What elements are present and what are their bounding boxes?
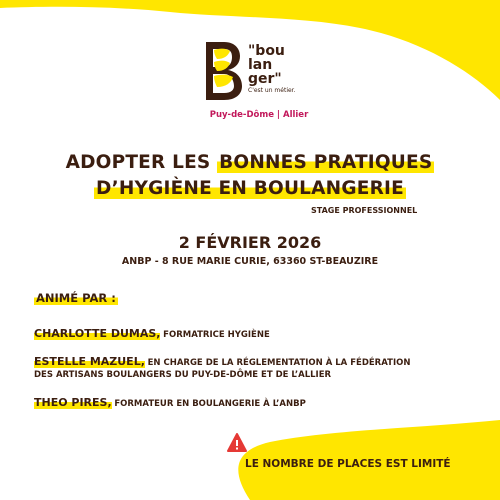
logo-line-3: ger" (248, 71, 282, 87)
hosts-heading (34, 291, 118, 305)
host-role: FORMATEUR EN BOULANGERIE À L’ANBP (114, 399, 306, 409)
boulanger-logo (204, 40, 314, 120)
host-role-line-2: DES ARTISANS BOULANGERS DU PUY-DE-DÔME ET DE L’ALLIER (34, 370, 332, 380)
logo-wordmark (248, 44, 285, 86)
host-role: FORMATRICE HYGIÈNE (163, 330, 270, 340)
host-item (34, 328, 270, 341)
bottom-yellow-wave (0, 410, 500, 500)
event-address: ANBP - 8 RUE MARIE CURIE, 63360 ST-BEAUZIRE (121, 256, 379, 267)
title-line-2 (0, 178, 500, 199)
logo-region: Puy-de-Dôme | Allier (209, 110, 309, 120)
host-name: ESTELLE MAZUEL, (34, 355, 145, 368)
b-logo-icon (204, 40, 244, 102)
logo-tagline: C'est un métier. (248, 87, 296, 94)
host-item (34, 397, 306, 410)
host-name: CHARLOTTE DUMAS, (34, 327, 161, 340)
host-role: EN CHARGE DE LA RÉGLEMENTATION À LA FÉDÉRATION (147, 358, 411, 368)
title-highlight: BONNES PRATIQUES (219, 152, 433, 173)
title-prefix: ADOPTER LES (65, 152, 218, 173)
title-line-2-text: D’HYGIÈNE EN BOULANGERIE (96, 178, 404, 199)
title-line-1 (0, 152, 500, 173)
warning-icon (226, 432, 248, 454)
host-item (34, 356, 410, 381)
host-name: THEO PIRES, (34, 396, 112, 409)
stage-subtitle: STAGE PROFESSIONNEL (311, 206, 418, 215)
logo-line-1: "bou (248, 43, 285, 59)
event-date: 2 FÉVRIER 2026 (178, 233, 322, 252)
places-limited-notice: LE NOMBRE DE PLACES EST LIMITÉ (245, 458, 451, 470)
logo-line-2: lan (248, 57, 273, 73)
hosts-heading-text: ANIMÉ PAR : (36, 291, 116, 305)
